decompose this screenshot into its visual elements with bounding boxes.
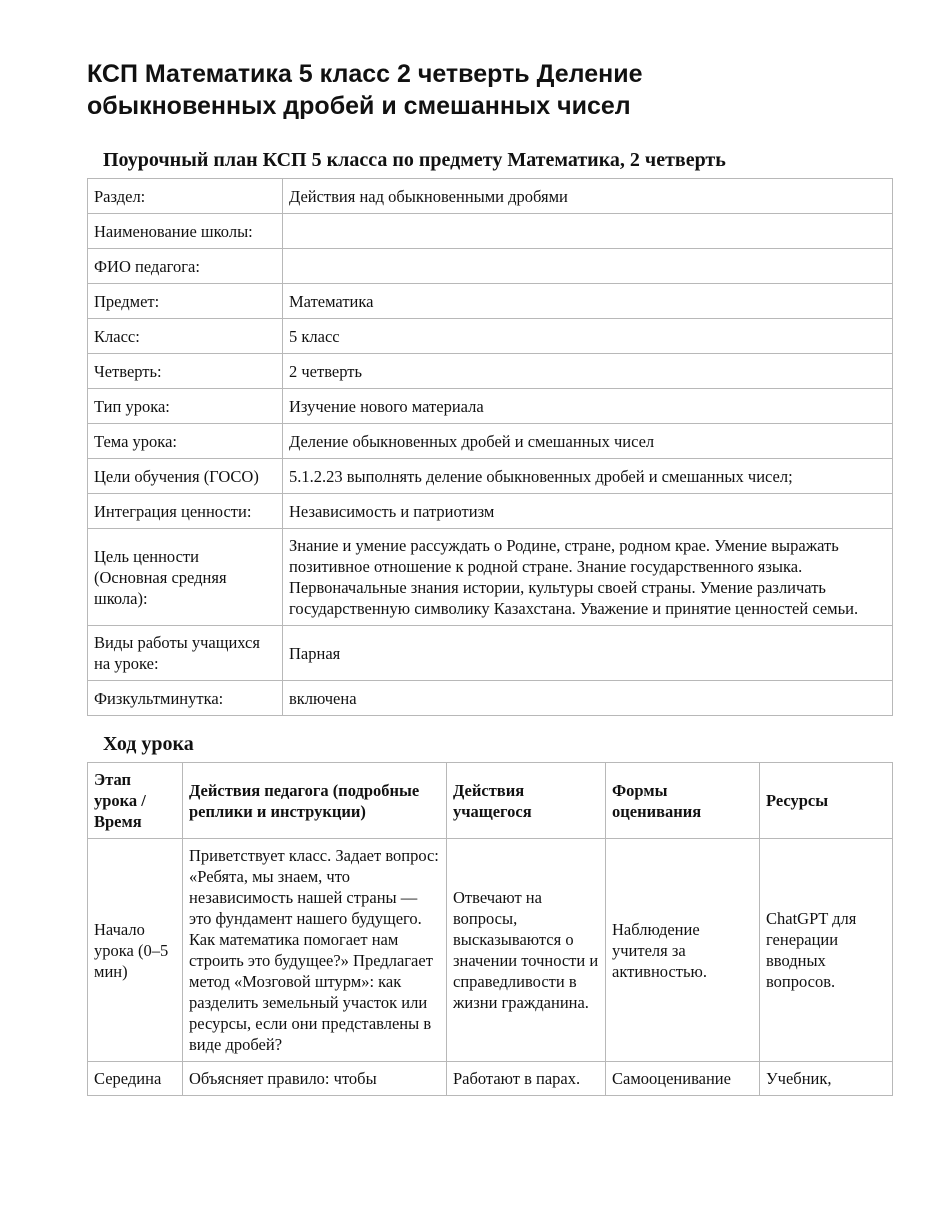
info-value: Независимость и патриотизм xyxy=(283,494,893,529)
table-row xyxy=(88,839,893,1062)
info-value: Знание и умение рассуждать о Родине, стране, родном крае. Умение выражать позитивное отношение к родной стране. Знание государственного языка. Первоначальные знания истории, культуры своей страны. Умение различать государственную символику Казахстана. Уважение и принятие ценностей семьи. xyxy=(283,529,893,626)
info-value: 5 класс xyxy=(283,319,893,354)
table-row xyxy=(88,424,893,459)
stage-cell: Середина xyxy=(88,1062,183,1096)
info-label: Цель ценности (Основная средняя школа): xyxy=(88,529,283,626)
info-value: Изучение нового материала xyxy=(283,389,893,424)
info-value xyxy=(283,214,893,249)
lesson-flow-table xyxy=(87,762,893,1096)
student-actions-cell: Отвечают на вопросы, высказываются о значении точности и справедливости в жизни гражданина. xyxy=(447,839,606,1062)
table-row xyxy=(88,681,893,716)
plan-title: Поурочный план КСП 5 класса по предмету Математика, 2 четверть xyxy=(103,149,726,171)
info-label: Виды работы учащихся на уроке: xyxy=(88,626,283,681)
column-header-teacher-actions: Действия педагога (подробные реплики и инструкции) xyxy=(183,763,447,839)
info-value: Действия над обыкновенными дробями xyxy=(283,179,893,214)
info-label: ФИО педагога: xyxy=(88,249,283,284)
table-row xyxy=(88,319,893,354)
info-label: Тип урока: xyxy=(88,389,283,424)
info-value: Парная xyxy=(283,626,893,681)
info-label: Физкультминутка: xyxy=(88,681,283,716)
table-row xyxy=(88,284,893,319)
student-actions-cell: Работают в парах. xyxy=(447,1062,606,1096)
lesson-info-table xyxy=(87,178,893,716)
column-header-student-actions: Действия учащегося xyxy=(447,763,606,839)
lesson-flow-title: Ход урока xyxy=(103,733,194,755)
table-row xyxy=(88,459,893,494)
info-label: Четверть: xyxy=(88,354,283,389)
document-title: КСП Математика 5 класс 2 четверть Деление обыкновенных дробей и смешанных чисел xyxy=(87,60,643,120)
table-row xyxy=(88,214,893,249)
info-label: Раздел: xyxy=(88,179,283,214)
table-header-row xyxy=(88,763,893,839)
table-row xyxy=(88,249,893,284)
document-page xyxy=(87,58,893,1096)
teacher-actions-cell: Объясняет правило: чтобы xyxy=(183,1062,447,1096)
table-row xyxy=(88,529,893,626)
assessment-cell: Самооценивание xyxy=(606,1062,760,1096)
teacher-actions-cell: Приветствует класс. Задает вопрос: «Ребята, мы знаем, что независимость нашей страны — это фундамент нашего будущего. Как математика помогает нам строить это будущее?» Предлагает метод «Мозговой штурм»: как разделить земельный участок или ресурсы, если они представлены в виде дробей? xyxy=(183,839,447,1062)
info-value xyxy=(283,249,893,284)
table-row xyxy=(88,389,893,424)
assessment-cell: Наблюдение учителя за активностью. xyxy=(606,839,760,1062)
info-value: Математика xyxy=(283,284,893,319)
column-header-assessment: Формы оценивания xyxy=(606,763,760,839)
column-header-resources: Ресурсы xyxy=(760,763,893,839)
info-label: Тема урока: xyxy=(88,424,283,459)
info-value: 5.1.2.23 выполнять деление обыкновенных дробей и смешанных чисел; xyxy=(283,459,893,494)
info-label: Предмет: xyxy=(88,284,283,319)
info-value: 2 четверть xyxy=(283,354,893,389)
resources-cell: Учебник, xyxy=(760,1062,893,1096)
table-row xyxy=(88,626,893,681)
table-row xyxy=(88,179,893,214)
table-row xyxy=(88,1062,893,1096)
resources-cell: ChatGPT для генерации вводных вопросов. xyxy=(760,839,893,1062)
info-label: Класс: xyxy=(88,319,283,354)
info-label: Цели обучения (ГОСО) xyxy=(88,459,283,494)
table-row xyxy=(88,354,893,389)
info-value: включена xyxy=(283,681,893,716)
info-label: Наименование школы: xyxy=(88,214,283,249)
info-value: Деление обыкновенных дробей и смешанных чисел xyxy=(283,424,893,459)
column-header-stage: Этап урока / Время xyxy=(88,763,183,839)
info-label: Интеграция ценности: xyxy=(88,494,283,529)
table-row xyxy=(88,494,893,529)
stage-cell: Начало урока (0–5 мин) xyxy=(88,839,183,1062)
